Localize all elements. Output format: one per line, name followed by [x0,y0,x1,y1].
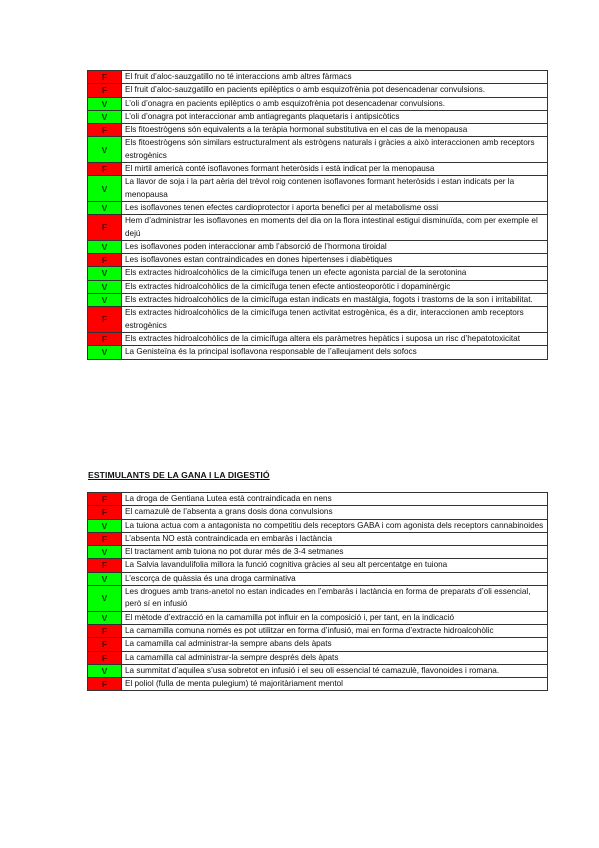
answer-badge: V [88,586,122,612]
statement-text: El camazulè de l’absenta a grans dosis dona convulsions [122,506,548,519]
answer-badge: F [88,493,122,506]
answer-badge: V [88,611,122,624]
statement-text: La llavor de soja i la part aèria del trèvol roig contenen isoflavones formant heteròsids i estan indicats per la menopausa [122,176,548,202]
table-row [88,493,548,506]
answer-badge: F [88,124,122,137]
answer-badge: F [88,332,122,345]
table-row [88,176,548,202]
answer-badge: F [88,163,122,176]
statement-text: L’escorça de quàssia és una droga carminativa [122,572,548,585]
statement-text: Els extractes hidroalcohòlics de la cimicífuga tenen activitat estrogènica, és a dir, interaccionen amb receptors estrogènics [122,307,548,333]
answer-badge: F [88,215,122,241]
table-row [88,664,548,677]
section-title: ESTIMULANTS DE LA GANA I LA DIGESTIÓ [88,470,270,480]
table-row [88,163,548,176]
answer-badge: F [88,506,122,519]
answer-badge: F [88,307,122,333]
statement-text: La tuiona actua com a antagonista no competitiu dels receptors GABA i com agonista dels receptors cannabinoides [122,519,548,532]
table-row [88,84,548,97]
answer-badge: V [88,110,122,123]
table-row [88,254,548,267]
table-row [88,678,548,691]
statement-text: El poliol (fulla de menta pulegium) té majoritàriament mentol [122,678,548,691]
statement-text: La Salvia lavandulifolia millora la funció cognitiva gràcies al seu alt percentatge en tuiona [122,559,548,572]
table-row [88,611,548,624]
statement-text: Els extractes hidroalcohòlics de la cimicífuga estan indicats en mastàlgia, fogots i trastorns de la son i irritabilitat. [122,294,548,307]
statement-text: Hem d’administrar les isoflavones en moments del dia on la flora intestinal estigui disminuïda, com per exemple el dejú [122,215,548,241]
statement-text: Les drogues amb trans-anetol no estan indicades en l’embaràs i lactància en forma de preparats d’oli essencial, però sí en infusió [122,586,548,612]
table-row [88,346,548,359]
answer-badge: V [88,97,122,110]
statement-text: La Genisteïna és la principal isoflavona responsable de l’alleujament dels sofocs [122,346,548,359]
statement-text: El mirtil americà conté isoflavones formant heteròsids i està indicat per la menopausa [122,163,548,176]
answer-badge: V [88,346,122,359]
statement-text: L’absenta NO està contraindicada en embaràs i lactància [122,532,548,545]
statement-text: La camamilla cal administrar-la sempre abans dels àpats [122,638,548,651]
statement-text: Els fitoestrògens són similars estructuralment als estrògens naturals i gràcies a això interaccionen amb receptors estrogènics [122,137,548,163]
answer-badge: F [88,678,122,691]
answer-badge: V [88,664,122,677]
table-row [88,201,548,214]
answer-badge: F [88,651,122,664]
table-row [88,519,548,532]
table-row [88,240,548,253]
table-row [88,559,548,572]
true-false-table-1 [87,70,548,360]
table-row [88,280,548,293]
table-row [88,110,548,123]
answer-badge: V [88,240,122,253]
table-row [88,586,548,612]
statement-text: La droga de Gentiana Lutea està contraindicada en nens [122,493,548,506]
table-row [88,124,548,137]
answer-badge: V [88,280,122,293]
statement-text: L’oli d’onagra en pacients epilèptics o amb esquizofrènia pot desencadenar convulsions. [122,97,548,110]
statement-text: Els extractes hidroalcohòlics de la cimicífuga altera els paràmetres hepàtics i suposa un risc d’hepatotoxicitat [122,332,548,345]
statement-text: El mètode d’extracció en la camamilla pot influir en la composició i, per tant, en la indicació [122,611,548,624]
table-row [88,638,548,651]
answer-badge: F [88,71,122,84]
table-row [88,267,548,280]
statement-text: Els extractes hidroalcohòlics de la cimicífuga tenen efecte antiosteoporòtic i dopaminèrgic [122,280,548,293]
answer-badge: V [88,519,122,532]
answer-badge: F [88,559,122,572]
statement-text: El fruit d’aloc-sauzgatillo en pacients epilèptics o amb esquizofrènia pot desencadenar convulsions. [122,84,548,97]
answer-badge: V [88,201,122,214]
table-row [88,307,548,333]
table-row [88,215,548,241]
statement-text: Les isoflavones poden interaccionar amb l’absorció de l’hormona tiroidal [122,240,548,253]
table-row [88,97,548,110]
answer-badge: F [88,638,122,651]
statement-text: El tractament amb tuiona no pot durar més de 3-4 setmanes [122,546,548,559]
answer-badge: V [88,267,122,280]
table-row [88,572,548,585]
statement-text: Les isoflavones estan contraindicades en dones hipertenses i diabètiques [122,254,548,267]
answer-badge: V [88,546,122,559]
statement-text: El fruit d’aloc-sauzgatillo no té interaccions amb altres fàrmacs [122,71,548,84]
table-row [88,546,548,559]
table-row [88,506,548,519]
statement-text: L’oli d’onagra pot interaccionar amb antiagregants plaquetaris i antipsicòtics [122,110,548,123]
table-row [88,651,548,664]
statement-text: Els extractes hidroalcohòlics de la cimicífuga tenen un efecte agonista parcial de la serotonina [122,267,548,280]
table-row [88,71,548,84]
true-false-table-2 [87,492,548,691]
answer-badge: F [88,624,122,637]
answer-badge: V [88,572,122,585]
table-row [88,294,548,307]
answer-badge: F [88,532,122,545]
answer-badge: V [88,176,122,202]
statement-text: La camamilla comuna només es pot utilitzar en forma d’infusió, mai en forma d’extracte hidroalcohòlic [122,624,548,637]
answer-badge: V [88,137,122,163]
statement-text: Els fitoestrògens són equivalents a la teràpia hormonal substitutiva en el cas de la menopausa [122,124,548,137]
answer-badge: V [88,294,122,307]
table-row [88,332,548,345]
statement-text: Les isoflavones tenen efectes cardioprotector i aporta benefici per al metabolisme ossi [122,201,548,214]
answer-badge: F [88,84,122,97]
table-row [88,624,548,637]
answer-badge: F [88,254,122,267]
table-row [88,532,548,545]
statement-text: La camamilla cal administrar-la sempre després dels àpats [122,651,548,664]
statement-text: La summitat d’aquilea s’usa sobretot en infusió i el seu oli essencial té camazulè, flavonoides i romana. [122,664,548,677]
table-row [88,137,548,163]
